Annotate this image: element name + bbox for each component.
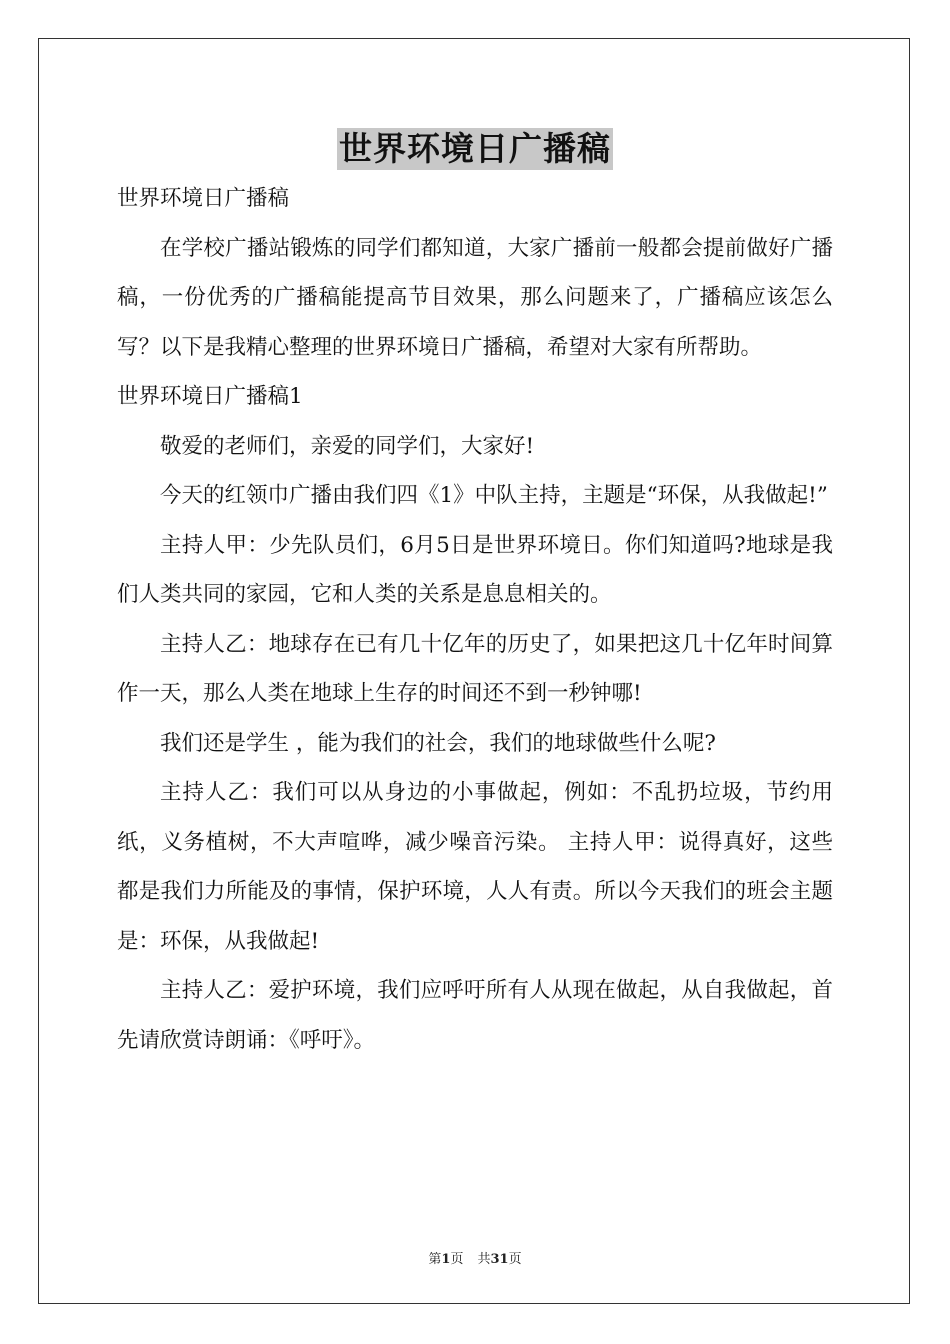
paragraph-6: 主持人乙：地球存在已有几十亿年的历史了，如果把这几十亿年时间算作一天，那么人类在地球上生存的时间还不到一秒钟哪! [117, 631, 833, 706]
document-title: 世界环境日广播稿 [339, 129, 611, 168]
total-unit: 页 [508, 1252, 522, 1267]
paragraph-8: 主持人乙：我们可以从身边的小事做起，例如：不乱扔垃圾，节约用纸，义务植树，不大声喧哗，减少噪音污染。 主持人甲：说得真好，这些都是我们力所能及的事情，保护环境，人人有责。所以今天我们的班会主题是：环保，从我做起! [117, 780, 833, 954]
total-prefix: 共 [477, 1252, 491, 1267]
page-footer [0, 1248, 950, 1267]
paragraph-5: 主持人甲：少先队员们，6月5日是世界环境日。你们知道吗?地球是我们人类共同的家园，它和人类的关系是息息相关的。 [117, 532, 833, 607]
paragraph-3: 敬爱的老师们，亲爱的同学们，大家好! [160, 433, 535, 459]
paragraph-4: 今天的红领巾广播由我们四《1》中队主持，主题是“环保，从我做起!” [160, 483, 828, 508]
paragraph-7: 我们还是学生 ，能为我们的社会，我们的地球做些什么呢? [160, 730, 716, 756]
paragraph-0: 世界环境日广播稿 [117, 186, 290, 211]
paragraph-9: 主持人乙：爱护环境，我们应呼吁所有人从现在做起，从自我做起，首先请欣赏诗朗诵：《呼吁》。 [117, 978, 833, 1053]
paragraph-1: 在学校广播站锻炼的同学们都知道，大家广播前一般都会提前做好广播稿，一份优秀的广播稿能提高节目效果，那么问题来了，广播稿应该怎么写？以下是我精心整理的世界环境日广播稿，希望对大家有所帮助。 [117, 235, 833, 360]
page-total: 31 [490, 1252, 509, 1267]
page-unit: 页 [450, 1252, 464, 1267]
title-wrap [0, 128, 950, 170]
document-body [117, 174, 833, 1065]
page-current: 1 [441, 1252, 451, 1267]
paragraph-2: 世界环境日广播稿1 [117, 384, 303, 409]
page-prefix: 第 [428, 1252, 442, 1267]
